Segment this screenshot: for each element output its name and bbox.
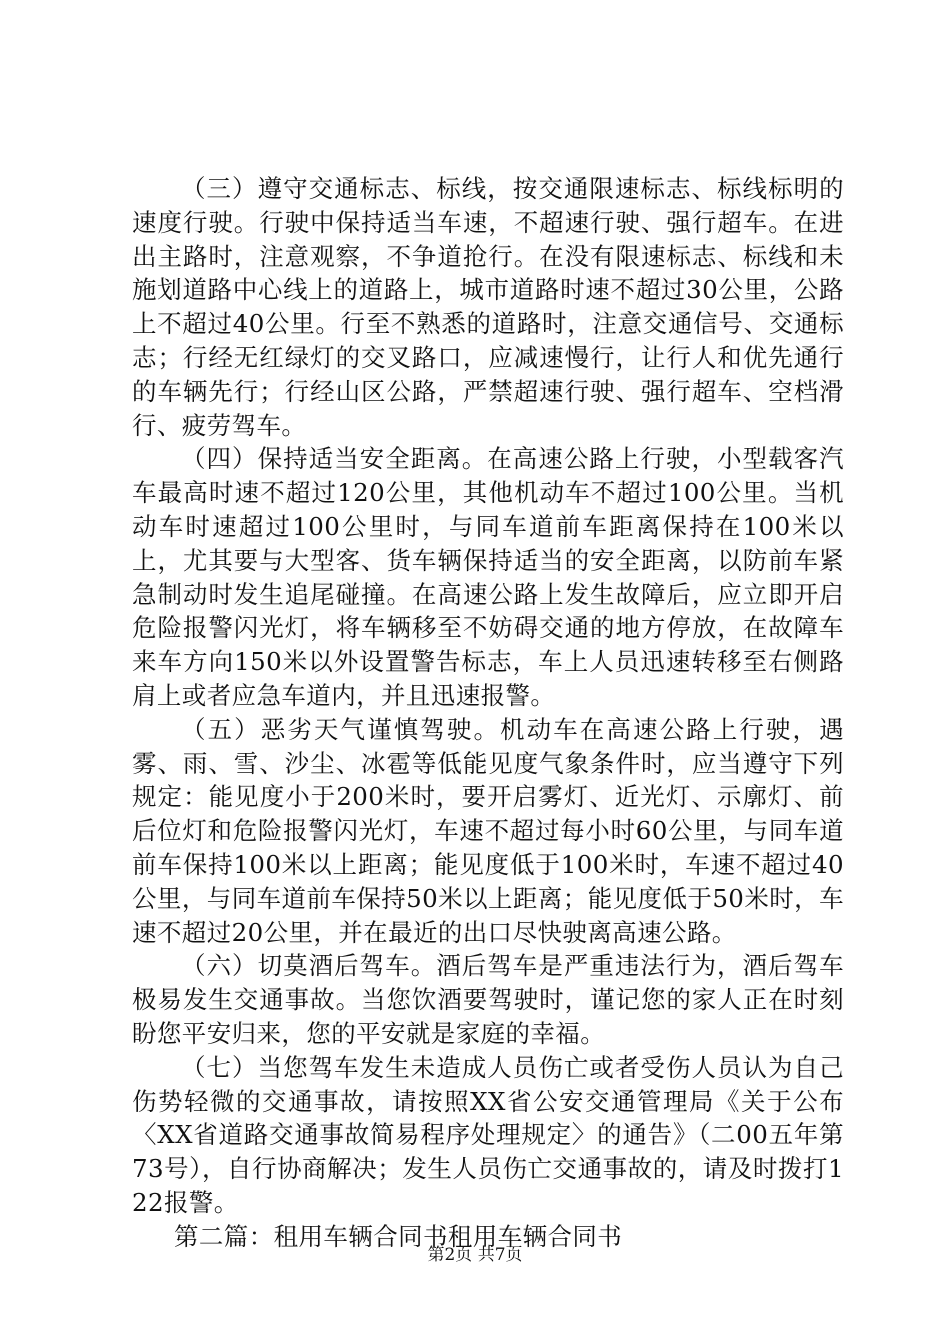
paragraph-6-no-drunk-driving: （六）切莫酒后驾车。酒后驾车是严重违法行为，酒后驾车极易发生交通事故。当您饮酒要驾驶时，谨记您的家人正在时刻盼您平安归来，您的平安就是家庭的幸福。 [132,951,844,1048]
paragraph-5-bad-weather: （五）恶劣天气谨慎驾驶。机动车在高速公路上行驶，遇雾、雨、雪、沙尘、冰雹等低能见度气象条件时，应当遵守下列规定：能见度小于200米时，要开启雾灯、近光灯、示廓灯、前后位灯和危险报警闪光灯，车速不超过每小时60公里，与同车道前车保持100米以上距离；能见度低于100米时，车速不超过40公里，与同车道前车保持50米以上距离；能见度低于50米时，车速不超过20公里，并在最近的出口尽快驶离高速公路。 [132,714,844,947]
section-heading: 第二篇：租用车辆合同书租用车辆合同书 [174,1221,623,1251]
document-body [132,172,844,1254]
paragraph-7-accident-handling: （七）当您驾车发生未造成人员伤亡或者受伤人员认为自己伤势轻微的交通事故，请按照XX省公安交通管理局《关于公布〈XX省道路交通事故简易程序处理规定〉的通告》（二00五年第73号），自行协商解决；发生人员伤亡交通事故的，请及时拨打122报警。 [132,1052,844,1217]
paragraph-4-safe-distance: （四）保持适当安全距离。在高速公路上行驶，小型载客汽车最高时速不超过120公里，其他机动车不超过100公里。当机动车时速超过100公里时，与同车道前车距离保持在100米以上，尤其要与大型客、货车辆保持适当的安全距离，以防前车紧急制动时发生追尾碰撞。在高速公路上发生故障后，应立即开启危险报警闪光灯，将车辆移至不妨碍交通的地方停放，在故障车来车方向150米以外设置警告标志，车上人员迅速转移至右侧路肩上或者应急车道内，并且迅速报警。 [132,444,844,710]
paragraph-3-obey-signs: （三）遵守交通标志、标线，按交通限速标志、标线标明的速度行驶。行驶中保持适当车速，不超速行驶、强行超车。在进出主路时，注意观察，不争道抢行。在没有限速标志、标线和未施划道路中心线上的道路上，城市道路时速不超过30公里，公路上不超过40公里。行至不熟悉的道路时，注意交通信号、交通标志；行经无红绿灯的交叉路口，应减速慢行，让行人和优先通行的车辆先行；行经山区公路，严禁超速行驶、强行超车、空档滑行、疲劳驾车。 [132,174,844,440]
page-footer: 第2页 共7页 [427,1245,523,1265]
